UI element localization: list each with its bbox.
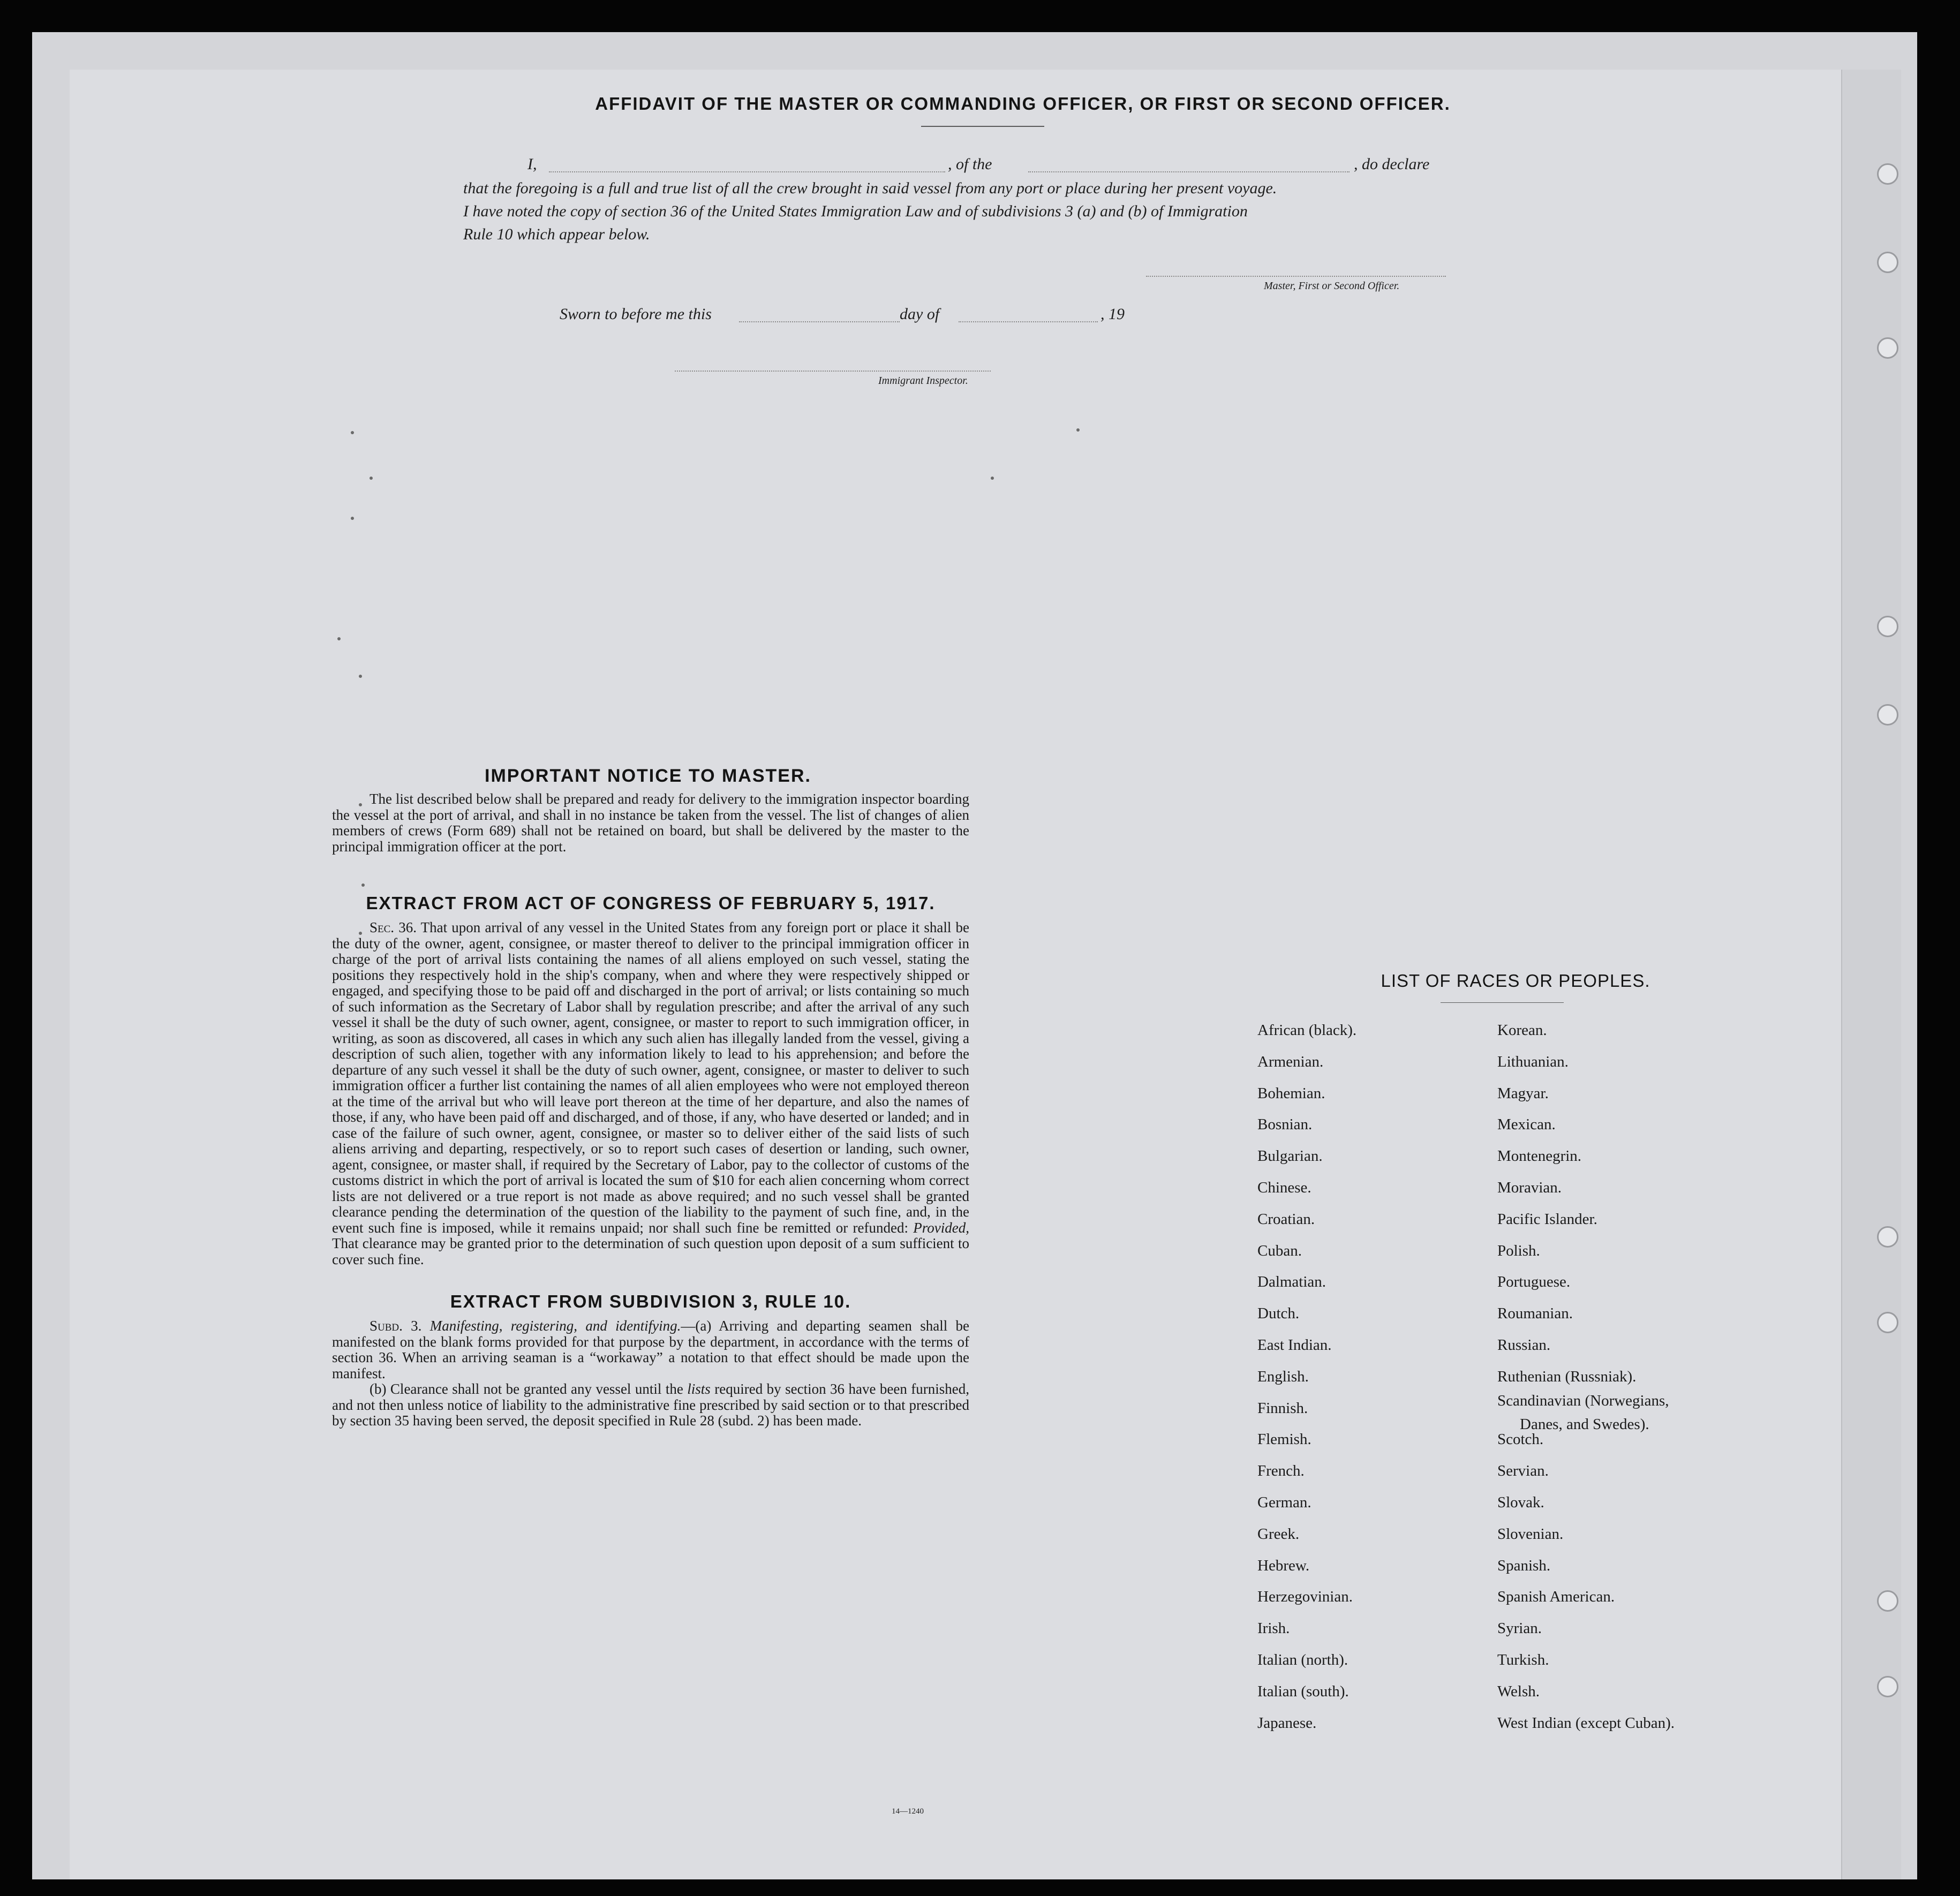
race-entry-right: Servian. bbox=[1497, 1462, 1549, 1480]
act-extract-text bbox=[332, 920, 969, 1267]
subd-b-lists: lists bbox=[687, 1381, 711, 1397]
race-entry-left: Bulgarian. bbox=[1257, 1147, 1323, 1165]
ink-speck bbox=[351, 431, 354, 434]
binding-hole bbox=[1877, 337, 1898, 359]
race-entry-left: Bohemian. bbox=[1257, 1084, 1325, 1102]
subd-b-end: required by section 36 have been furnished, and not then unless notice of liability to the administrative fine prescribed by said section or to that prescribed by section 35 having been served, the deposit specified in Rule 28 (subd. 2) has been made. bbox=[332, 1381, 970, 1429]
race-entry-right: Slovak. bbox=[1497, 1494, 1544, 1511]
binding-hole bbox=[1877, 1676, 1898, 1697]
race-entry-right: Mexican. bbox=[1497, 1116, 1556, 1134]
declare-label: , do declare bbox=[1354, 155, 1430, 173]
race-entry-left: Italian (south). bbox=[1257, 1682, 1349, 1700]
races-title: LIST OF RACES OR PEOPLES. bbox=[1381, 971, 1650, 991]
race-entry-left: Cuban. bbox=[1257, 1242, 1302, 1259]
subd-a-body: —(a) Arriving and departing seamen shall be manifested on the blank forms provided for that purpose by the department, in accordance with the terms of section 36. When an arriving seaman is a “workaway” a notation to that effect should be made upon the manifest. bbox=[332, 1318, 969, 1381]
declaration-line-2: that the foregoing is a full and true list of all the crew brought in said vessel from any port or place during her present voyage. bbox=[463, 179, 1277, 197]
ink-speck bbox=[337, 637, 341, 640]
section-label: Sec. 36. bbox=[370, 919, 417, 935]
binding-hole bbox=[1877, 1312, 1898, 1333]
race-entry-right: Polish. bbox=[1497, 1242, 1540, 1259]
race-entry-right: Slovenian. bbox=[1497, 1525, 1564, 1543]
race-entry-left: Flemish. bbox=[1257, 1431, 1311, 1448]
form-number: 14—1240 bbox=[892, 1807, 924, 1816]
master-signature-label: Master, First or Second Officer. bbox=[1264, 280, 1400, 292]
ink-speck bbox=[991, 477, 994, 480]
binding-hole bbox=[1877, 252, 1898, 273]
scanned-page bbox=[32, 32, 1917, 1879]
race-entry-left: French. bbox=[1257, 1462, 1305, 1480]
races-title-underline bbox=[1441, 1002, 1564, 1003]
master-signature-blank[interactable] bbox=[1146, 276, 1446, 277]
race-entry-left: Chinese. bbox=[1257, 1179, 1311, 1196]
races-list bbox=[1257, 1022, 1793, 1782]
race-entry-right: Ruthenian (Russniak). bbox=[1497, 1368, 1637, 1385]
ink-speck bbox=[361, 883, 365, 887]
vessel-name-blank[interactable] bbox=[1028, 171, 1350, 172]
binding-hole bbox=[1877, 704, 1898, 726]
race-entry-left: Bosnian. bbox=[1257, 1116, 1313, 1134]
race-entry-left: English. bbox=[1257, 1368, 1309, 1385]
race-entry-right: Turkish. bbox=[1497, 1651, 1549, 1668]
race-entry-right: Magyar. bbox=[1497, 1084, 1549, 1102]
declaration-line-3: I have noted the copy of section 36 of the United States Immigration Law and of subdivisions 3 (a) and (b) of Immigration bbox=[463, 202, 1248, 220]
race-entry-left: Greek. bbox=[1257, 1525, 1300, 1543]
race-entry-right: Syrian. bbox=[1497, 1620, 1542, 1637]
ink-speck bbox=[351, 517, 354, 520]
binding-hole bbox=[1877, 163, 1898, 185]
race-entry-left: German. bbox=[1257, 1494, 1311, 1511]
notice-paragraph: The list described below shall be prepared and ready for delivery to the immigration inspector boarding the vessel at the port of arrival, and shall in no instance be taken from the vessel. The list of changes of alien members of crews (Form 689) shall not be retained on board, but shall be delivered by the master to the principal immigration officer at the port. bbox=[332, 791, 969, 855]
of-the-label: , of the bbox=[948, 155, 992, 173]
race-entry-left: African (black). bbox=[1257, 1022, 1357, 1039]
binding-hole bbox=[1877, 1590, 1898, 1612]
inspector-label: Immigrant Inspector. bbox=[878, 375, 968, 387]
race-entry-left: Armenian. bbox=[1257, 1053, 1324, 1070]
ink-speck bbox=[370, 477, 373, 480]
provided-text: That clearance may be granted prior to the determination of such question upon deposit of a sum sufficient to cover such fine. bbox=[332, 1235, 969, 1267]
race-entry-right: Spanish. bbox=[1497, 1557, 1551, 1574]
section-36-paragraph bbox=[332, 920, 969, 1267]
race-entry-right: Moravian. bbox=[1497, 1179, 1562, 1196]
affidavit-title: AFFIDAVIT OF THE MASTER OR COMMANDING OFFICER, OR FIRST OR SECOND OFFICER. bbox=[595, 94, 1451, 114]
race-entry-right: Korean. bbox=[1497, 1022, 1547, 1039]
declaration-line-4: Rule 10 which appear below. bbox=[463, 225, 650, 243]
race-entry-left: East Indian. bbox=[1257, 1336, 1332, 1354]
race-entry-right: Russian. bbox=[1497, 1336, 1551, 1354]
race-entry-right: Scandinavian (Norwegians, bbox=[1497, 1392, 1669, 1409]
subd-label: Subd. 3. bbox=[370, 1318, 422, 1334]
title-underline bbox=[921, 126, 1044, 127]
race-entry-left: Croatian. bbox=[1257, 1210, 1315, 1228]
race-entry-right: Scotch. bbox=[1497, 1431, 1544, 1448]
ink-speck bbox=[1076, 428, 1080, 432]
inspector-signature-blank[interactable] bbox=[675, 371, 991, 372]
sworn-label: Sworn to before me this bbox=[560, 305, 712, 323]
race-entry-left: Herzegovinian. bbox=[1257, 1588, 1353, 1606]
race-entry-left: Japanese. bbox=[1257, 1714, 1317, 1732]
race-entry-right: Portuguese. bbox=[1497, 1273, 1571, 1291]
subd-b-paragraph bbox=[332, 1381, 969, 1429]
subd-a-paragraph bbox=[332, 1318, 969, 1381]
race-entry-right: West Indian (except Cuban). bbox=[1497, 1714, 1675, 1732]
race-entry-left: Dalmatian. bbox=[1257, 1273, 1326, 1291]
race-entry-right: Roumanian. bbox=[1497, 1305, 1573, 1323]
notice-text bbox=[332, 791, 969, 855]
race-entry-right: Montenegrin. bbox=[1497, 1147, 1582, 1165]
rule-extract-title: EXTRACT FROM SUBDIVISION 3, RULE 10. bbox=[450, 1291, 851, 1311]
provided-label: Provided, bbox=[913, 1219, 970, 1236]
race-entry-right: Spanish American. bbox=[1497, 1588, 1615, 1606]
sworn-day-blank[interactable] bbox=[739, 321, 900, 322]
act-extract-title: EXTRACT FROM ACT OF CONGRESS OF FEBRUARY 5, 1917. bbox=[366, 893, 936, 913]
ink-speck bbox=[359, 675, 362, 678]
race-entry-left: Dutch. bbox=[1257, 1305, 1300, 1323]
declarant-prefix: I, bbox=[527, 155, 537, 173]
race-entry-right: Welsh. bbox=[1497, 1682, 1540, 1700]
subd-b-start: (b) Clearance shall not be granted any vessel until the bbox=[370, 1381, 683, 1397]
race-entry-right: Danes, and Swedes). bbox=[1520, 1415, 1649, 1433]
manifest-back-page bbox=[70, 70, 1901, 1879]
race-entry-left: Irish. bbox=[1257, 1620, 1290, 1637]
race-entry-left: Hebrew. bbox=[1257, 1557, 1310, 1574]
binding-hole bbox=[1877, 616, 1898, 637]
section-36-body: That upon arrival of any vessel in the United States from any foreign port or place it shall be the duty of the owner, agent, consignee, or master thereof to deliver to the principal immigration officer in charge of the port of arrival lists containing the names of all aliens employed on such vessel, stating the positions they respectively hold in the ship's company, when and where they were respectively shipped or engaged, and specifying those to be paid off and discharged in the port of arrival; or lists containing so much of such information as the Secretary of Labor shall by regulation prescribe; and after the arrival of any such vessel it shall be the duty of such owner, agent, consignee, or master to report to such immigration officer, in writing, as soon as discovered, all cases in which any such alien has illegally landed from the vessel, giving a description of such alien, together with any information likely to lead to his apprehension; and before the departure of any such vessel it shall be the duty of such owner, agent, consignee, or master to deliver to such immigration officer a further list containing the names of all alien employees who were not employed thereon at the time of the arrival but who will leave port thereon at the time of her departure, and also the names of those, if any, who have been paid off and discharged, and of those, if any, who have deserted or landed; and in case of the failure of such owner, agent, consignee, or master so to deliver either of the said lists of such aliens arriving and departing, respectively, or so to report such cases of desertion or landing, such owner, agent, consignee, or master shall, if required by the Secretary of Labor, pay to the collector of customs of the customs district in which the port of arrival is located the sum of $10 for each alien concerning whom correct lists are not delivered or a true report is not made as above required; and no such vessel shall be granted clearance pending the determination of the question of the liability to the payment of such fine, and, in the event such fine is imposed, while it remains unpaid; nor shall such fine be remitted or refunded: bbox=[332, 919, 969, 1236]
year-label: , 19 bbox=[1100, 305, 1125, 323]
binding-hole bbox=[1877, 1226, 1898, 1248]
day-of-label: day of bbox=[900, 305, 940, 323]
sworn-month-blank[interactable] bbox=[959, 321, 1098, 322]
race-entry-right: Pacific Islander. bbox=[1497, 1210, 1597, 1228]
rule-extract-text bbox=[332, 1318, 969, 1429]
notice-title: IMPORTANT NOTICE TO MASTER. bbox=[485, 766, 811, 786]
race-entry-left: Italian (north). bbox=[1257, 1651, 1348, 1668]
race-entry-left: Finnish. bbox=[1257, 1399, 1308, 1417]
race-entry-right: Lithuanian. bbox=[1497, 1053, 1569, 1070]
subd-heading: Manifesting, registering, and identifying. bbox=[429, 1318, 681, 1334]
declarant-name-blank[interactable] bbox=[549, 171, 945, 172]
